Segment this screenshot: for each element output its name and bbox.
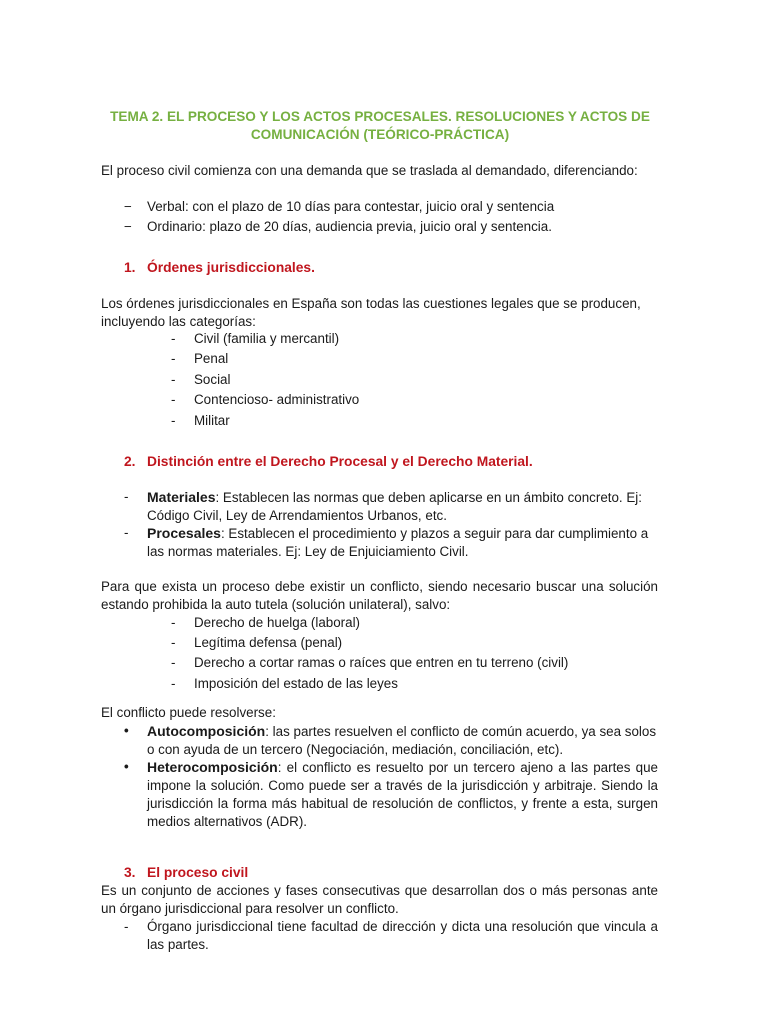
- definition-procesales: Procesales: Establecen el procedimiento y plazos a seguir para dar cumplimiento a las normas materiales. Ej: Ley de Enjuiciamiento Civil.: [147, 525, 649, 559]
- title-line-1: TEMA 2. EL PROCESO Y LOS ACTOS PROCESALES. RESOLUCIONES Y ACTOS DE: [110, 109, 650, 124]
- list-item: Imposición del estado de las leyes: [194, 676, 398, 691]
- jurisdictions-paragraph: Los órdenes jurisdiccionales en España son todas las cuestiones legales que se producen, incluyendo las categorías:: [101, 296, 641, 329]
- dash-bullet: -: [171, 413, 176, 428]
- section-heading-2: [124, 453, 533, 471]
- section-title: Distinción entre el Derecho Procesal y el Derecho Material.: [147, 454, 533, 469]
- round-bullet: •: [124, 723, 129, 738]
- section-title: Órdenes jurisdiccionales.: [147, 260, 315, 275]
- section-number: 3.: [124, 865, 136, 880]
- dash-bullet: -: [171, 372, 176, 387]
- definition-heterocomposicion: Heterocomposición: el conflicto es resuelto por un tercero ajeno a las partes que impone la solución. Como puede ser a través de la jurisdicción y arbitraje. Siendo la jurisdicción la forma más habitual de resolución de conflictos, y frente a esta, surgen medios alternativos (ADR).: [147, 759, 658, 829]
- list-item: Derecho a cortar ramas o raíces que entren en tu terreno (civil): [194, 655, 569, 670]
- term-materiales: Materiales: [147, 489, 216, 505]
- list-item: Penal: [194, 351, 229, 366]
- dash-bullet: −: [124, 219, 132, 234]
- definition-materiales: Materiales: Establecen las normas que deben aplicarse en un ámbito concreto. Ej: Código Civil, Ley de Arrendamientos Urbanos, etc.: [147, 489, 643, 523]
- dash-bullet: -: [171, 635, 176, 650]
- list-item-organo: Órgano jurisdiccional tiene facultad de dirección y dicta una resolución que vincula a las partes.: [147, 919, 658, 952]
- list-item: Militar: [194, 413, 230, 428]
- dash-bullet: -: [171, 676, 176, 691]
- list-item-ordinario: Ordinario: plazo de 20 días, audiencia previa, juicio oral y sentencia.: [147, 219, 552, 234]
- list-item: Civil (familia y mercantil): [194, 331, 340, 346]
- dash-bullet: −: [124, 199, 132, 214]
- document-title: [100, 108, 660, 144]
- civil-process-paragraph: Es un conjunto de acciones y fases consecutivas que desarrollan dos o más personas ante un órgano jurisdiccional para resolver un conflicto.: [101, 883, 658, 916]
- dash-bullet: -: [171, 331, 176, 346]
- section-number: 2.: [124, 454, 136, 469]
- dash-bullet: -: [124, 489, 129, 504]
- dash-bullet: -: [171, 351, 176, 366]
- list-item-verbal: Verbal: con el plazo de 10 días para contestar, juicio oral y sentencia: [147, 199, 555, 214]
- list-item: Legítima defensa (penal): [194, 635, 343, 650]
- section-number: 1.: [124, 260, 136, 275]
- conflict-paragraph: Para que exista un proceso debe existir un conflicto, siendo necesario buscar una solución estando prohibida la auto tutela (solución unilateral), salvo:: [101, 579, 658, 612]
- section-heading-3: [124, 864, 248, 882]
- dash-bullet: -: [171, 655, 176, 670]
- round-bullet: •: [124, 759, 129, 774]
- list-item: Social: [194, 372, 231, 387]
- resolution-intro: El conflicto puede resolverse:: [101, 705, 276, 720]
- dash-bullet: -: [171, 615, 176, 630]
- dash-bullet: -: [124, 919, 129, 934]
- term-heterocomposicion: Heterocomposición: [147, 759, 278, 775]
- definition-autocomposicion: Autocomposición: las partes resuelven el conflicto de común acuerdo, ya sea solos o con ayuda de un tercero (Negociación, mediación, conciliación, etc).: [147, 723, 657, 757]
- dash-bullet: -: [124, 525, 129, 540]
- intro-paragraph: El proceso civil comienza con una demanda que se traslada al demandado, diferenciando:: [101, 163, 638, 178]
- dash-bullet: -: [171, 392, 176, 407]
- section-heading-1: [124, 259, 315, 277]
- term-procesales: Procesales: [147, 525, 221, 541]
- title-line-2: COMUNICACIÓN (TEÓRICO-PRÁCTICA): [250, 127, 510, 142]
- list-item: Derecho de huelga (laboral): [194, 615, 360, 630]
- term-autocomposicion: Autocomposición: [147, 723, 266, 739]
- section-title: El proceso civil: [147, 865, 249, 880]
- list-item: Contencioso- administrativo: [194, 392, 360, 407]
